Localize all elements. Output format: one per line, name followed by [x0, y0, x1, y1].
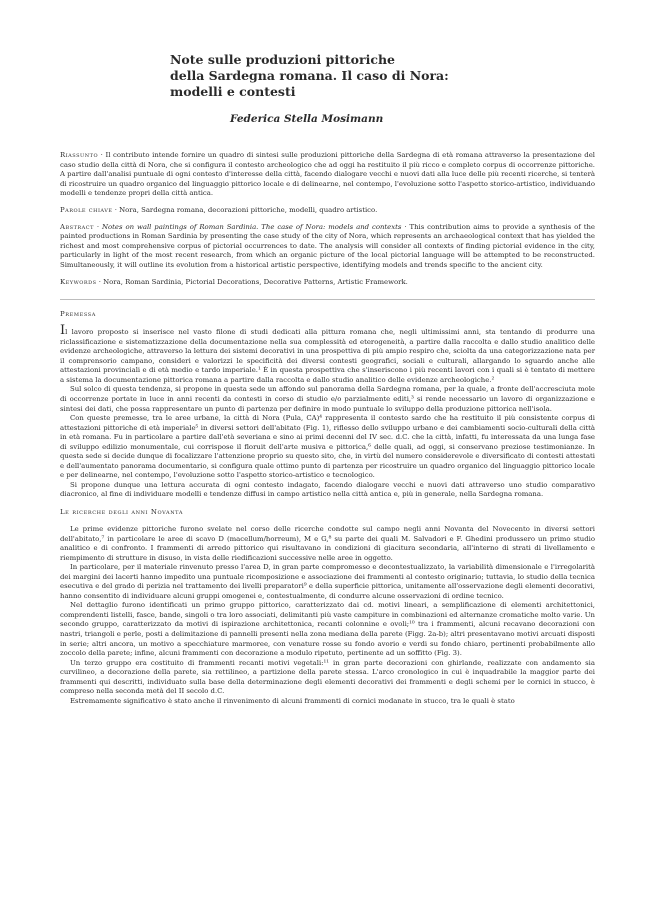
- riassunto-text: · Il contributo intende fornire un quadro di sintesi sulle produzioni pittoriche della Sardegna di età romana attraverso la presentazione del caso studio della città di Nora, che si configura il contesto archeologico che ad oggi ha restituito il più ricco e completo corpus di occorrenze pittoriche. A partire dall'analisi puntuale di ogni contesto d'interesse della città, facendo dialogare vecchi e nuovi dati alla luce delle più recenti ricerche, si tenterà di ricostruire un quadro organico del linguaggio pittorico locale e di delinearne, nel contempo, l'evoluzione sotto l'aspetto storico-artistico, individuando modelli e tendenze propri della città antica.: [60, 151, 595, 198]
- parole-chiave-text: · Nora, Sardegna romana, decorazioni pittoriche, modelli, quadro artistico.: [112, 205, 378, 214]
- keywords-label: Keywords: [60, 277, 97, 286]
- abstract-title: · Notes on wall paintings of Roman Sardinia. The case of Nora: models and contexts: [93, 222, 402, 231]
- abstract-block: [60, 151, 595, 287]
- body-paragraph: Nel dettaglio furono identificati un primo gruppo pittorico, caratterizzato dai cd. motivi lineari, a semplificazione di elementi architettonici, comprendenti listelli, fasce, bande, singoli o tra loro associati, delimitanti più vaste campiture in combinazioni ed alternanze cromatiche molto varie. Un secondo gruppo, caratterizzato da motivi di ispirazione architettonica, recanti colonnine e ovoli;¹⁰ tra i frammenti, alcuni recavano decorazioni con nastri, triangoli e perle, posti a delimitazione di pannelli presenti nella zona mediana della parete (Figg. 2a-b); altri presentavano motivi arcuati disposti in serie; altri ancora, un motivo a specchiature marmoree, con venature rosse su fondo avorio e verdi su fondo chiaro, pertinenti probabilmente allo zoccolo della parete; infine, alcuni frammenti con decorazione a modulo ripetuto, pertinente ad un soffitto (Fig. 3).: [60, 601, 595, 658]
- title-line-1: Note sulle produzioni pittoriche: [170, 52, 395, 67]
- section-body-ricerche: [60, 525, 595, 706]
- article-title: [170, 52, 505, 100]
- body-paragraph: Il lavoro proposto si inserisce nel vasto filone di studi dedicati alla pittura romana che, negli ultimissimi anni, sta tentando di produrre una riclassificazione e sistematizzazione della documentazione nella sua complessità ed eterogeneità, a partire dalla raccolta e dallo studio analitico delle evidenze archeologiche, attraverso la lettura dei sistemi decorativi in una prospettiva di più ampio respiro che, sciolta da una categorizzazione nata per il comprensorio campano, consideri e valorizzi le specificità dei diversi contesti geografici, sociali e culturali, allargando lo sguardo anche alle attestazioni provinciali e di età medio e tardo imperiale.¹ È in questa prospettiva che s'inseriscono i più recenti lavori con i quali si è tentato di mettere a sistema la documentazione pittorica romana a partire dalla raccolta e dallo studio analitico delle evidenze archeologiche.²: [60, 323, 595, 384]
- riassunto-paragraph: [60, 151, 595, 199]
- title-line-3: modelli e contesti: [170, 84, 296, 99]
- abstract-paragraph: [60, 223, 595, 271]
- body-paragraph: In particolare, per il materiale rinvenuto presso l'area D, in gran parte compromesso e decontestualizzato, la variabilità dimensionale e l'irregolarità dei margini dei lacerti hanno impedito una puntuale ricomposizione e associazione dei frammenti al contesto originario; tuttavia, lo studio della tecnica esecutiva e del grado di perizia nel trattamento dei livelli preparatori⁹ e della superficie pittorica, unitamente all'osservazione degli elementi decorativi, hanno consentito di individuare alcuni gruppi omogenei e, contestualmente, di condurre alcune osservazioni di ordine tecnico.: [60, 563, 595, 600]
- body-paragraph: Si propone dunque una lettura accurata di ogni contesto indagato, facendo dialogare vecchi e nuovi dati attraverso uno studio comparativo diacronico, al fine di individuare modelli e tendenze diffusi in campo artistico nella città antica e, più in generale, nella Sardegna romana.: [60, 480, 595, 499]
- author-name: Federica Stella Mosimann: [230, 113, 384, 125]
- section-heading-premessa: Premessa: [60, 310, 96, 319]
- abstract-text: · This contribution aims to provide a synthesis of the painted productions in Roman Sardinia by presenting the case study of the city of Nora, which represents an archaeological context that has yielded the richest and most comprehensive corpus of pictorial occurrences to date. The analysis will consider all contexts of finding pictorial evidence in the city, particularly in light of the most recent research, from which an organic picture of the local pictorial language will be attempted to be reconstructed. Simultaneously, it will outline its evolution from a historical artistic perspective, identifying models and trends specific to the ancient city.: [60, 222, 595, 269]
- riassunto-label: Riassunto: [60, 151, 99, 159]
- section-divider: [60, 299, 595, 300]
- abstract-label: Abstract: [60, 222, 94, 231]
- section-body-premessa: [60, 323, 595, 500]
- drop-cap: I: [60, 323, 66, 339]
- body-paragraph: Sul solco di questa tendenza, si propone in questa sede un affondo sul panorama della Sardegna romana, per la quale, a fronte dell'accresciuta mole di occorrenze portate in luce in anni recenti da contesti in corso di studio e/o parzialmente editi,³ si rende necessario un lavoro di organizzazione e sintesi dei dati, che possa rappresentare un punto di partenza per definire in modo puntuale lo sviluppo della produzione pittorica nell'isola.: [60, 385, 595, 413]
- body-paragraph: Le prime evidenze pittoriche furono svelate nel corso delle ricerche condotte sul campo negli anni Novanta del Novecento in diversi settori dell'abitato,⁷ in particolare le aree di scavo D (macellum/horreum), M e G,⁸ su parte dei quali M. Salvadori e F. Ghedini produssero un primo studio analitico e di confronto. I frammenti di arredo pittorico qui risultavano in condizioni di giacitura secondaria, all'interno di strati di livellamento e riempimento di strutture in disuso, in vista delle riedificazioni successive nelle aree in oggetto.: [60, 524, 595, 562]
- article-page: [60, 52, 595, 706]
- section-gap: [60, 500, 595, 508]
- section-heading-ricerche: Le ricerche degli anni Novanta: [60, 507, 184, 516]
- title-line-2: della Sardegna romana. Il caso di Nora:: [170, 68, 449, 83]
- body-paragraph: Estremamente significativo è stato anche il rinvenimento di alcuni frammenti di cornici modanate in stucco, tra le quali è stato: [70, 696, 515, 705]
- keywords-text: · Nora, Roman Sardinia, Pictorial Decorations, Decorative Patterns, Artistic Framework.: [96, 277, 408, 286]
- parole-chiave-paragraph: [60, 206, 595, 216]
- body-paragraph: Con queste premesse, tra le aree urbane, la città di Nora (Pula, CA)⁴ rappresenta il contesto sardo che ha restituito il più consistente corpus di attestazioni pittoriche di età imperiale⁵ in diversi settori dell'abitato (Fig. 1), riflesso dello sviluppo urbano e dei cambiamenti socio-culturali della città in età romana. Fu in particolare a partire dall'età severiana e sino ai primi decenni del IV sec. d.C. che la città, infatti, fu interessata da una lunga fase di sviluppo edilizio monumentale, cui corrispose il floruit dell'arte musiva e pittorica,⁶ delle quali, ad oggi, si conservano preziose testimonianze. In questa sede si decide dunque di focalizzare l'attenzione proprio su questo sito, che, in virtù del numero considerevole e diversificato di contesti attestati e dell'aumentato panorama documentario, si configura quale ottimo punto di partenza per ricostruire un quadro organico del linguaggio pittorico locale e per delinearne, nel contempo, l'evoluzione sotto l'aspetto storico-artistico e tecnologico.: [60, 414, 595, 480]
- keywords-paragraph: [60, 278, 595, 288]
- parole-chiave-label: Parole chiave: [60, 205, 113, 214]
- body-paragraph: Un terzo gruppo era costituito di frammenti recanti motivi vegetali:¹¹ in gran parte decorazioni con ghirlande, realizzate con andamento sia curvilineo, a decorazione della parete, sia rettilineo, a partizione della parete stessa. L'arco cronologico in cui è inquadrabile la maggior parte dei frammenti qui descritti, individuato sulla base della determinazione degli elementi decorativi dei frammenti e degli schemi per le cornici in stucco, è compreso nella seconda metà del II secolo d.C.: [60, 658, 595, 696]
